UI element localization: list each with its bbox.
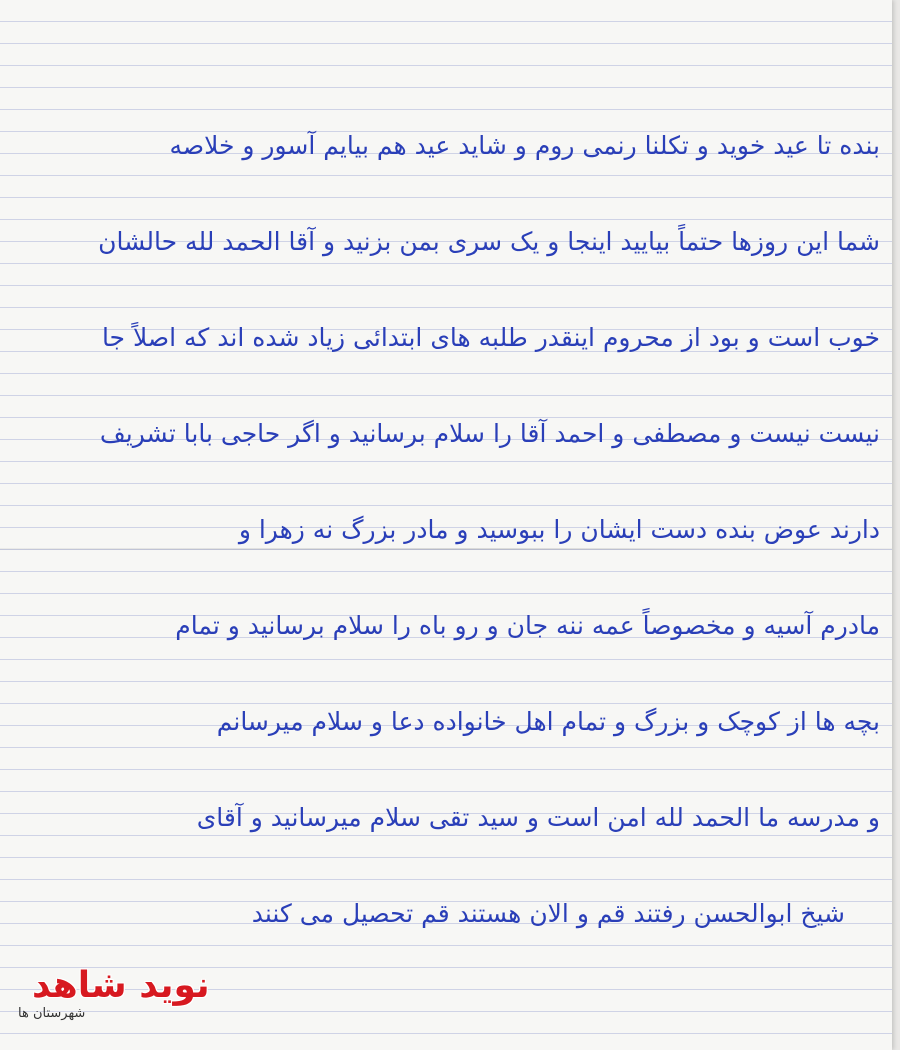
letter-line-7: بچه ها از کوچک و بزرگ و تمام اهل خانواده دعا و سلام میرسانم <box>216 707 880 736</box>
letter-line-9: شیخ ابوالحسن رفتند قم و الان هستند قم تحصیل می کنند <box>251 899 845 928</box>
logo-wordmark: نوید شاهد <box>32 965 210 1006</box>
letter-line-1: بنده تا عید خوید و تکلنا رنمی روم و شاید عید هم بیایم آسور و خلاصه <box>169 131 880 160</box>
handwritten-letter-body <box>18 118 880 982</box>
navid-shahed-logo <box>14 962 210 1034</box>
letter-line-8: و مدرسه ما الحمد لله امن است و سید تقی سلام میرسانید و آقای <box>196 803 880 832</box>
letter-line-6: مادرم آسیه و مخصوصاً عمه ننه جان و رو باه را سلام برسانید و تمام <box>175 611 880 640</box>
letter-line-4: نیست نیست و مصطفی و احمد آقا را سلام برسانید و اگر حاجی بابا تشریف <box>99 419 880 448</box>
letter-line-5: دارند عوض بنده دست ایشان را ببوسید و مادر بزرگ نه زهرا و <box>238 515 880 544</box>
logo-subtitle: شهرستان ها <box>18 1006 86 1021</box>
letter-line-3: خوب است و بود از محروم اینقدر طلبه های ابتدائی زیاد شده اند که اصلاً جا <box>101 323 880 352</box>
letter-line-2: شما این روزها حتماً بیایید اینجا و یک سری بمن بزنید و آقا الحمد لله حالشان <box>98 227 880 256</box>
